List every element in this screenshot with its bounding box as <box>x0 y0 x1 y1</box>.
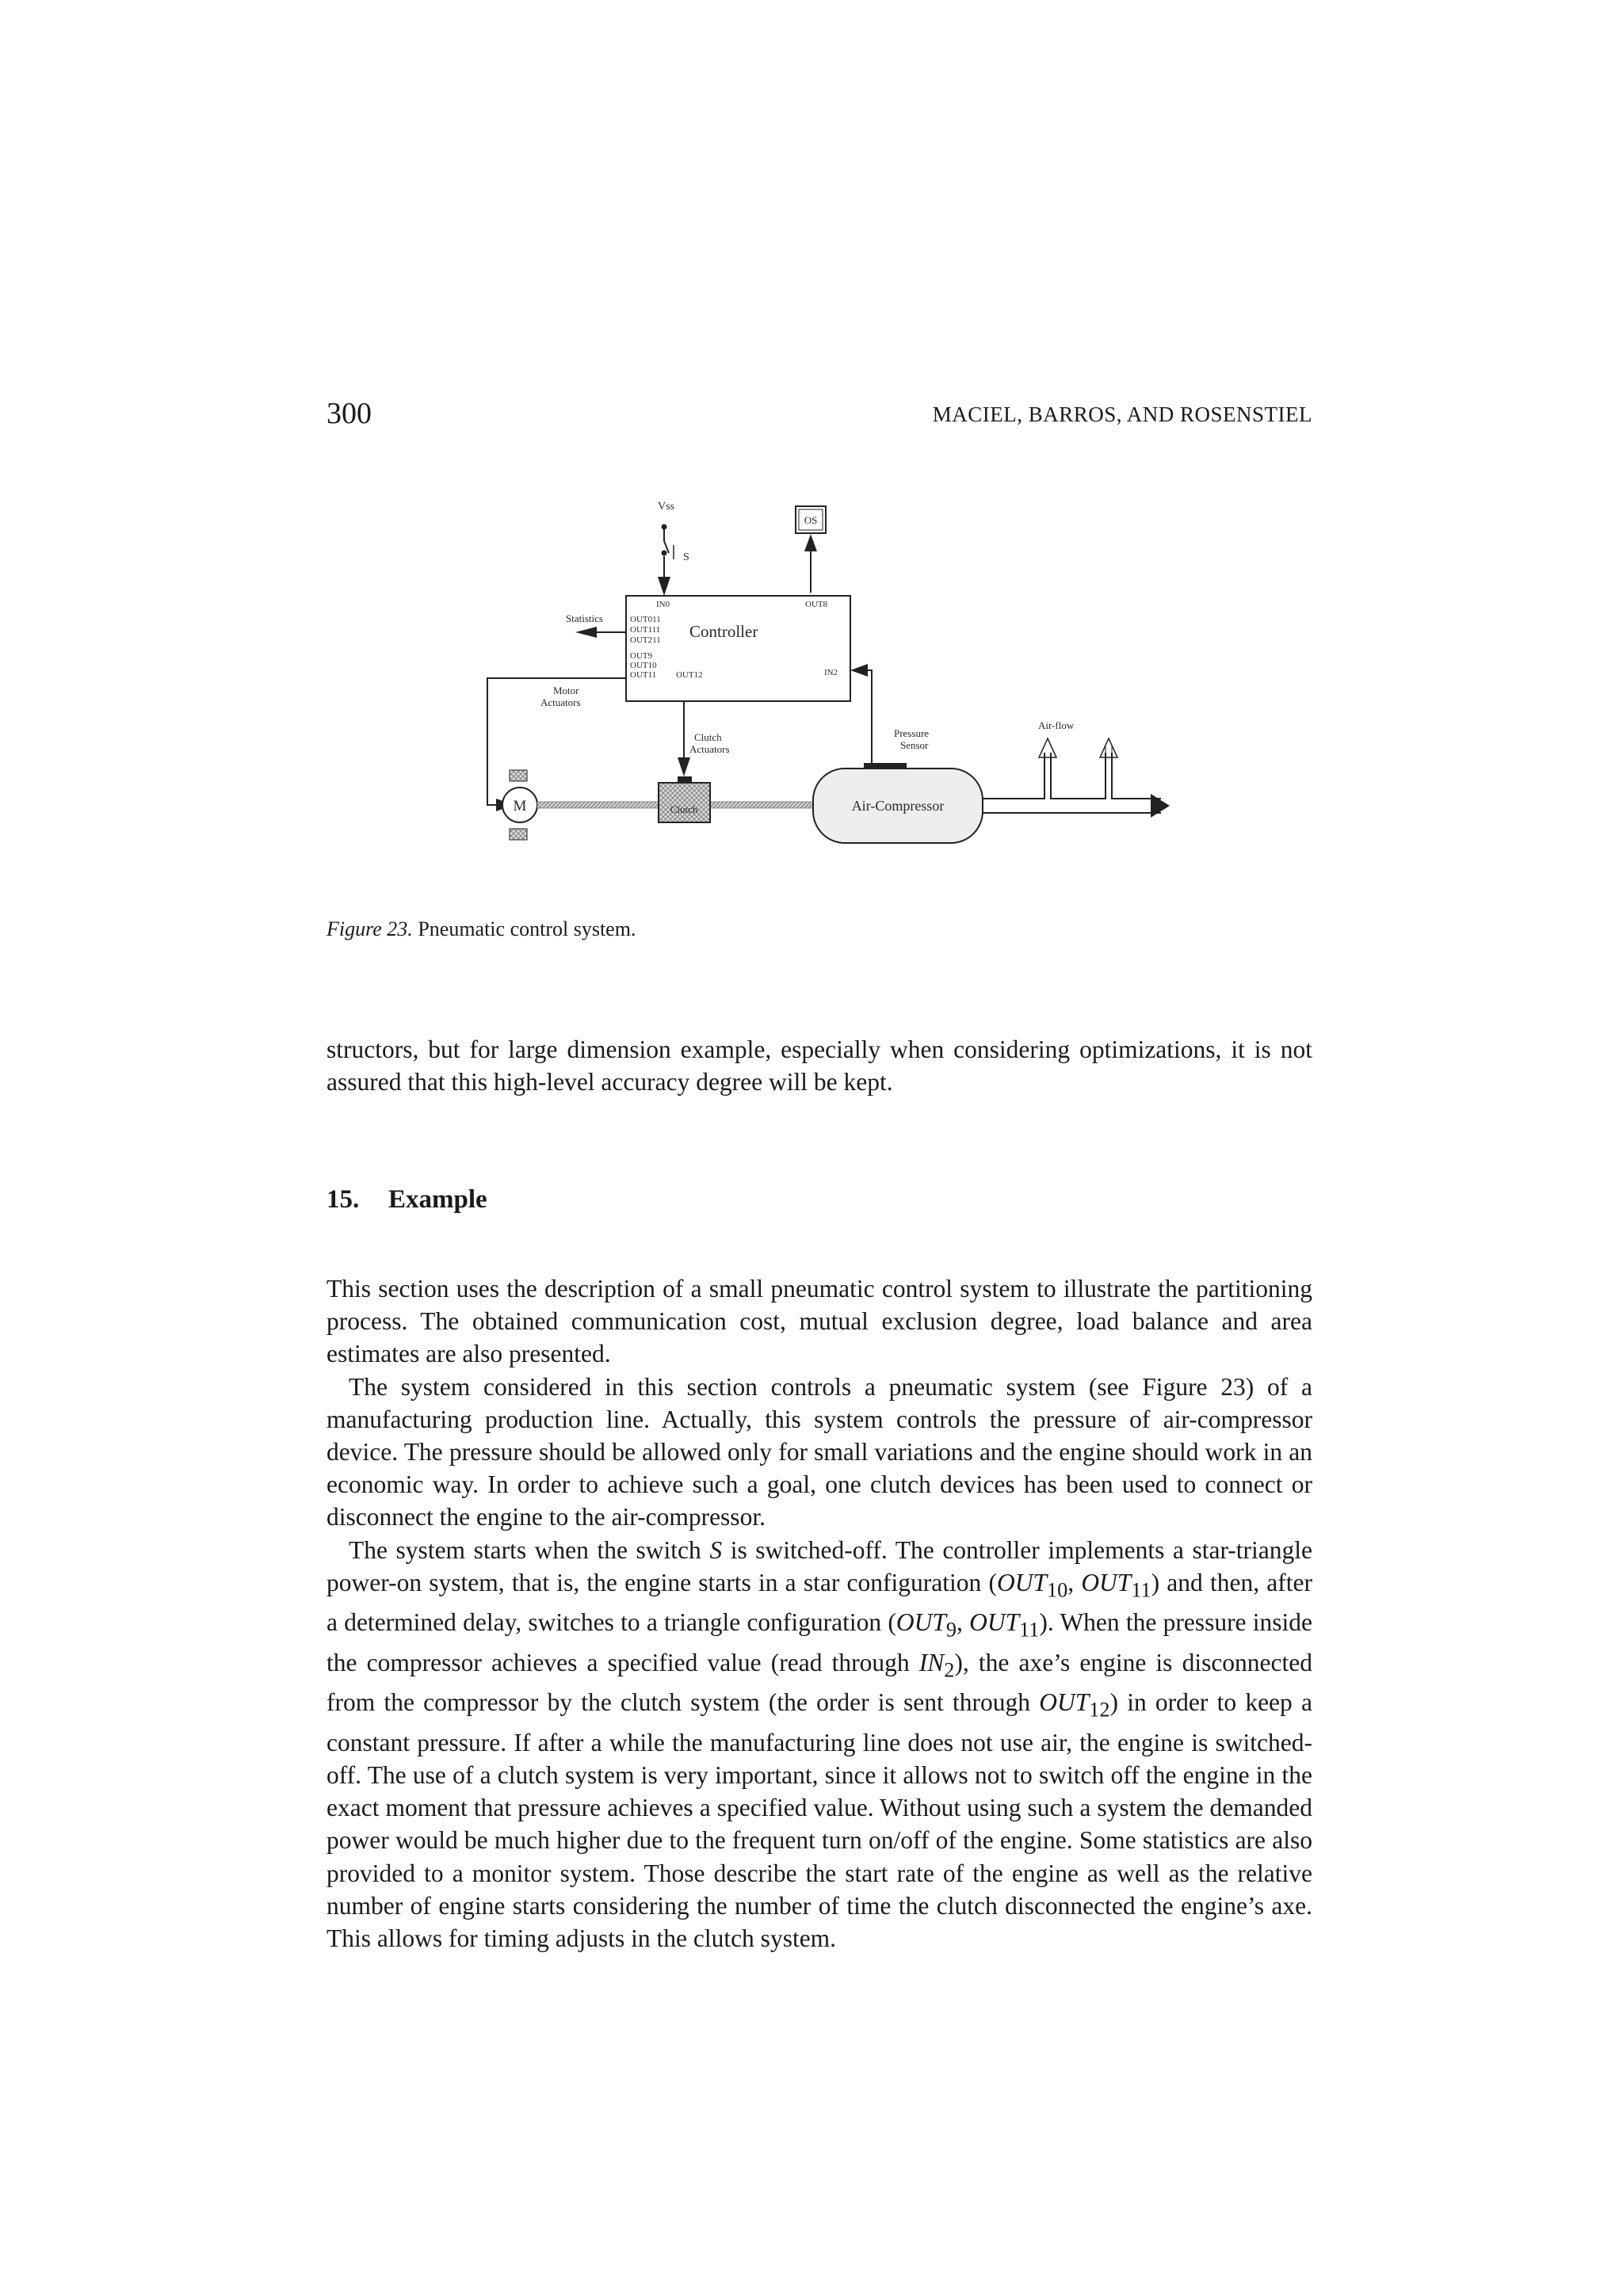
out11-label: OUT11 <box>630 670 657 680</box>
paragraph-continuation: structors, but for large dimension example, especially when considering optimizations, it is not assured that this high-level accuracy degree will be kept. <box>327 1035 1312 1097</box>
out12-label: OUT12 <box>676 670 703 680</box>
paragraph-2: The system considered in this section controls a pneumatic system (see Figure 23) of a manufacturing production line. Actually, this system controls the pressure of air-compressor device. The pressure should be allowed only for small variations and the engine should work in an economic way. In order to achieve such a goal, one clutch devices has been used to connect or disconnect the engine to the air-compressor. <box>327 1372 1312 1531</box>
motor-m-label: M <box>513 798 527 814</box>
clutch-box <box>659 783 710 822</box>
figure-caption-label: Figure 23. <box>327 917 413 940</box>
out011-label: OUT011 <box>630 615 661 624</box>
pressure-label: Pressure <box>894 727 930 739</box>
running-head: MACIEL, BARROS, AND ROSENSTIEL <box>932 402 1312 426</box>
air-flow-arrow <box>1151 794 1170 818</box>
sensor-label: Sensor <box>900 739 929 751</box>
page-header <box>327 396 1312 436</box>
vss-label: Vss <box>658 501 675 513</box>
air-flow-pipe <box>983 753 1161 813</box>
clutch-actuators-label-2: Actuators <box>689 743 730 755</box>
out111-label: OUT111 <box>630 625 661 635</box>
pneumatic-control-diagram <box>475 491 1173 848</box>
out9-label: OUT9 <box>630 651 653 661</box>
section-number: 15. <box>327 1185 360 1214</box>
out10-label: OUT10 <box>630 661 657 670</box>
intro-paragraph <box>327 1033 1312 1098</box>
motor-shaft <box>537 802 659 808</box>
motor-label: Motor <box>553 685 579 696</box>
os-label: OS <box>804 514 818 526</box>
air-flow-label: Air-flow <box>1038 719 1075 731</box>
clutch-label: Clutch <box>670 803 698 815</box>
vss-terminal <box>662 524 667 530</box>
controller-box <box>626 596 850 701</box>
statistics-arrow <box>575 627 597 638</box>
clutch-actuator-arrow <box>678 757 690 776</box>
page-number: 300 <box>327 397 372 430</box>
figure-caption <box>327 917 636 941</box>
pressure-arrow <box>850 664 868 677</box>
switch-arrow <box>658 577 670 596</box>
controller-label: Controller <box>689 622 758 641</box>
os-arrow <box>804 534 817 551</box>
in2-label: IN2 <box>824 668 838 677</box>
section-body <box>327 1272 1312 1955</box>
in0-label: IN0 <box>656 600 670 609</box>
paragraph-1: This section uses the description of a small pneumatic control system to illustrate the partitioning process. The obtained communication cost, mutual exclusion degree, load balance and area estimates are also presented. <box>327 1275 1312 1368</box>
section-title: Example <box>388 1185 487 1214</box>
statistics-label: Statistics <box>566 612 603 624</box>
air-compressor-label: Air-Compressor <box>851 798 945 814</box>
out211-label: OUT211 <box>630 635 661 645</box>
figure-caption-text: Pneumatic control system. <box>418 917 636 940</box>
pressure-sensor <box>864 763 907 769</box>
paragraph-3: The system starts when the switch S is switched-off. The controller implements a star-triangle power-on system, that is, the engine starts in a star configuration ($OUT_{10}$, $OUT_{11}$) and then, after a determined delay, switches to a triangle configuration ($OUT_9$, $OUT_{11}$). When the pressure inside the compressor achieves a specified value (read through $IN_2$), the axe’s engine is disconnected from the compressor by the clutch system (the order is sent through $OUT_{12}$) in order to keep a constant pressure. If after a while the manufacturing line does not use air, the engine is switched-off. The use of a clutch system is very important, since it allows not to switch off the engine in the exact moment that pressure achieves a specified value. Without using such a system the demanded power would be much higher due to the frequent turn on/off of the engine. Some statistics are also provided to a monitor system. Those describe the start rate of the engine as well as the relative number of engine starts considering the number of time the clutch disconnected the engine’s axe. This allows for timing adjusts in the clutch system. <box>327 1535 1313 1953</box>
section-heading <box>327 1185 487 1215</box>
compressor-shaft <box>710 802 813 808</box>
actuators-label: Actuators <box>540 696 581 708</box>
clutch-actuators-label-1: Clutch <box>694 731 722 743</box>
out8-label: OUT8 <box>805 600 828 609</box>
switch-label: S <box>683 551 689 563</box>
